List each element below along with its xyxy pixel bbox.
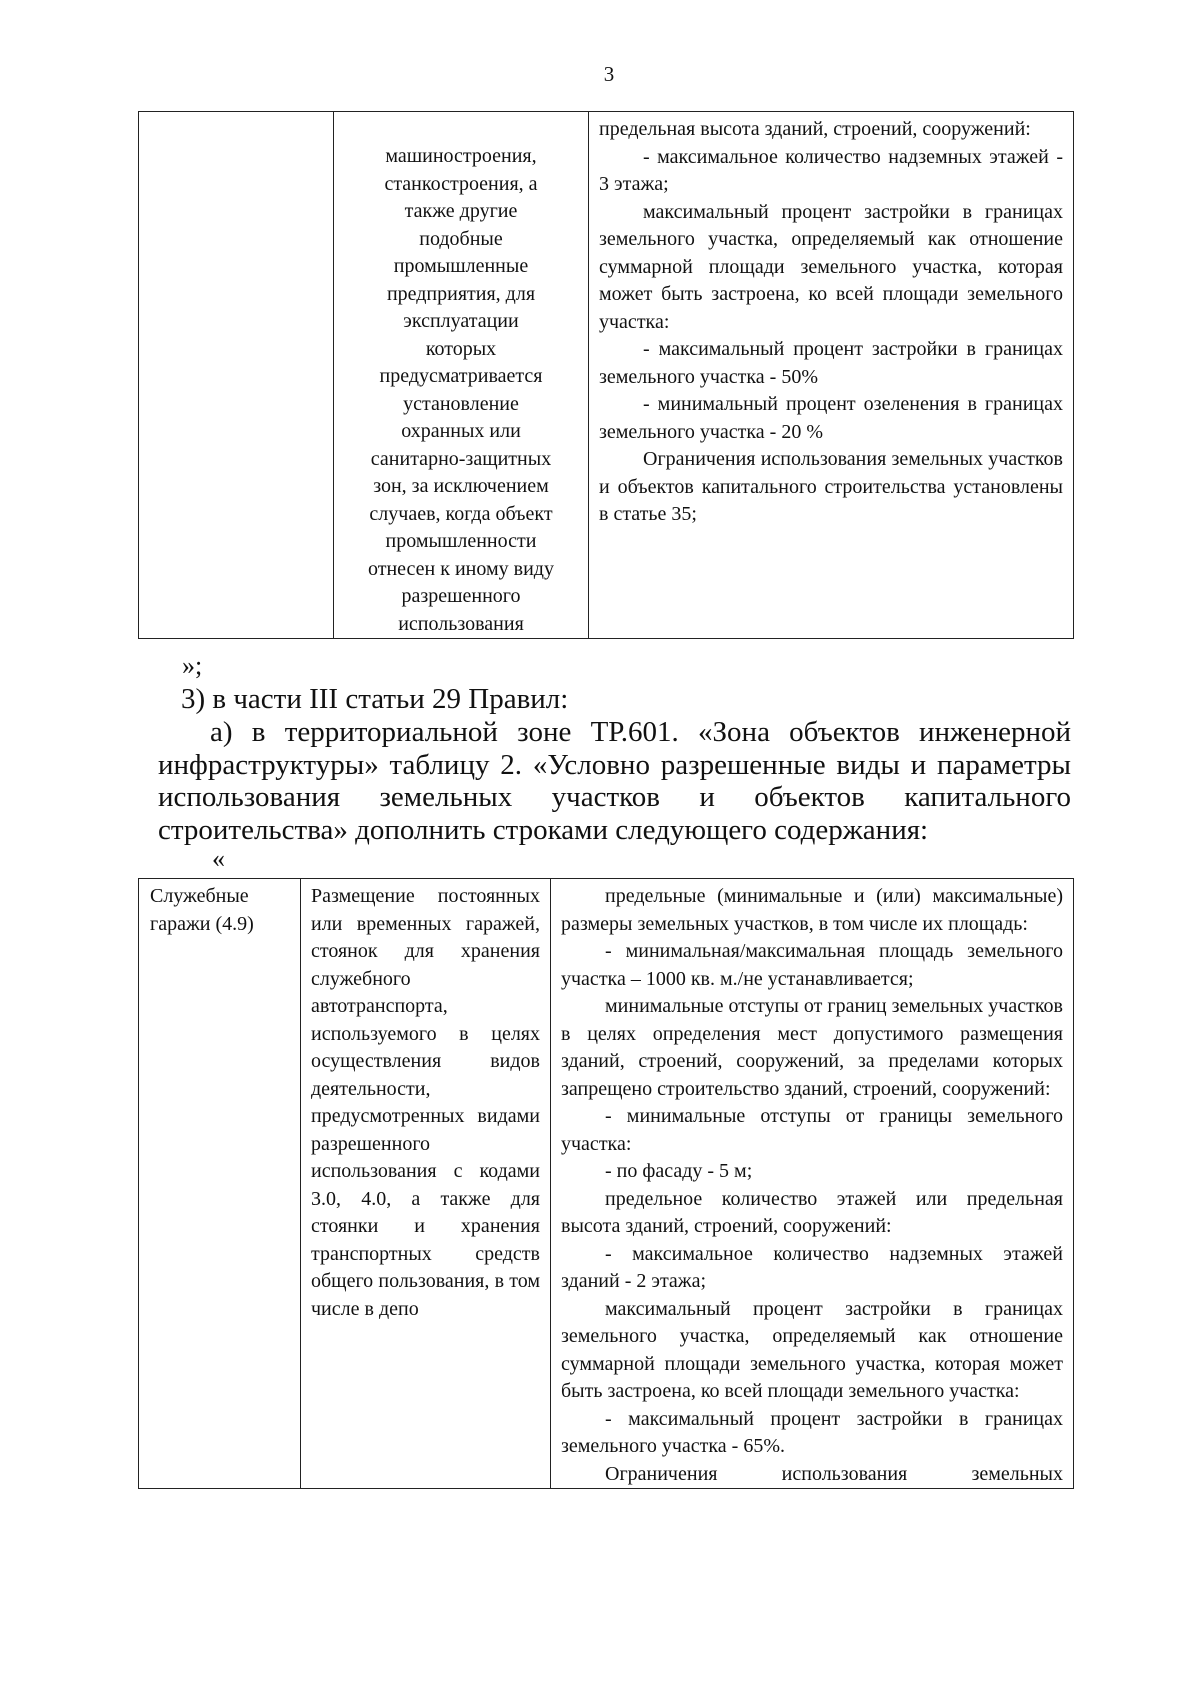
table1-cell-description	[334, 112, 589, 639]
table1-description-line: охранных или	[401, 420, 521, 442]
table1-description-line: разрешенного	[401, 585, 521, 607]
table1-description-line: отнесен к иному виду	[368, 557, 554, 580]
page-number: 3	[603, 62, 615, 86]
table1-description-line: станкостроения, а	[384, 172, 538, 195]
closing-quote: »;	[182, 651, 203, 680]
table2-parameter-paragraph: - минимальная/максимальная площадь земельного участка – 1000 кв. м./не устанавливается;	[561, 940, 1063, 990]
table2-use-name: Служебные гаражи (4.9)	[150, 885, 254, 935]
table-2-new-rows	[138, 878, 1074, 1489]
table2-parameter-paragraph: Ограничения использования земельных	[605, 1462, 1063, 1485]
table2-parameter-paragraph: - минимальные отступы от границы земельного участка:	[561, 1105, 1063, 1155]
table1-parameter-paragraph: Ограничения использования земельных участков и объектов капитального строительства установлены в статье 35;	[599, 448, 1063, 525]
item-3-text: 3) в части III статьи 29 Правил:	[181, 683, 569, 715]
table2-parameter-paragraph: предельные (минимальные и (или) максимальные) размеры земельных участков, в том числе их площадь:	[561, 885, 1063, 935]
table2-parameter-paragraph: - максимальное количество надземных этажей зданий - 2 этажа;	[561, 1242, 1063, 1292]
table1-parameter-paragraph: - минимальный процент озеленения в границах земельного участка - 20 %	[599, 393, 1063, 443]
table2-parameter-paragraph: - по фасаду - 5 м;	[605, 1160, 753, 1182]
table1-description-line: машиностроения,	[385, 145, 537, 167]
table1-description-line: случаев, когда объект	[369, 502, 553, 525]
table1-description-line: использования	[398, 612, 524, 635]
table1-description-line: установление	[403, 392, 519, 415]
table1-description-line: промышленности	[385, 530, 537, 552]
table1-cell-name	[139, 112, 334, 639]
item-a-paragraph: а) в территориальной зоне ТР.601. «Зона объектов инженерной инфраструктуры» таблицу 2. «Условно разрешенные виды и параметры использования земельных участков и объектов капитального строительства» дополнить строками следующего содержания:	[158, 716, 1071, 846]
table1-description-line: эксплуатации	[403, 310, 519, 332]
table1-description-line: промышленные	[393, 255, 529, 277]
table1-description-line: предусматривается	[379, 365, 543, 387]
table2-cell-name	[139, 879, 301, 1489]
table1-description-line: предприятия, для	[386, 282, 536, 305]
table2-parameter-paragraph: - максимальный процент застройки в границах земельного участка - 65%.	[561, 1407, 1063, 1457]
table1-description-line: которых	[425, 337, 497, 360]
table1-description-line: подобные	[419, 227, 503, 250]
table-row	[139, 879, 1074, 1489]
table1-parameter-paragraph: максимальный процент застройки в границах земельного участка, определяемый как отношение суммарной площади земельного участка, которая может быть застроена, ко всей площади земельного участка:	[599, 200, 1063, 333]
table1-description-line: также другие	[404, 200, 518, 222]
table1-description-line: зон, за исключением	[373, 475, 549, 497]
table2-cell-parameters	[551, 879, 1074, 1489]
table1-parameter-paragraph: - максимальное количество надземных этажей - 3 этажа;	[599, 145, 1063, 195]
table2-parameter-paragraph: минимальные отступы от границ земельных участков в целях определения мест допустимого размещения зданий, строений, сооружений, за пределами которых запрещено строительство зданий, строений, сооружений:	[561, 995, 1063, 1100]
opening-quote: «	[212, 844, 225, 873]
table2-description: Размещение постоянных или временных гаражей, стоянок для хранения служебного автотранспорта, используемого в целях осуществления видов деятельности, предусмотренных видами разрешенного использования с кодами 3.0, 4.0, а также для стоянки и хранения транспортных средств общего пользования, в том числе в депо	[311, 885, 540, 1320]
table1-cell-parameters	[589, 112, 1074, 639]
table-row	[139, 112, 1074, 639]
table1-parameter-paragraph: - максимальный процент застройки в границах земельного участка - 50%	[599, 338, 1063, 388]
table2-parameter-paragraph: предельное количество этажей или предельная высота зданий, строений, сооружений:	[561, 1187, 1063, 1237]
table1-parameter-paragraph: предельная высота зданий, строений, сооружений:	[599, 118, 1031, 140]
table2-cell-description	[301, 879, 551, 1489]
table1-description-line: санитарно-защитных	[370, 447, 552, 470]
table-1-continuation	[138, 111, 1074, 639]
table2-parameter-paragraph: максимальный процент застройки в границах земельного участка, определяемый как отношение суммарной площади земельного участка, которая может быть застроена, ко всей площади земельного участка:	[561, 1297, 1063, 1402]
